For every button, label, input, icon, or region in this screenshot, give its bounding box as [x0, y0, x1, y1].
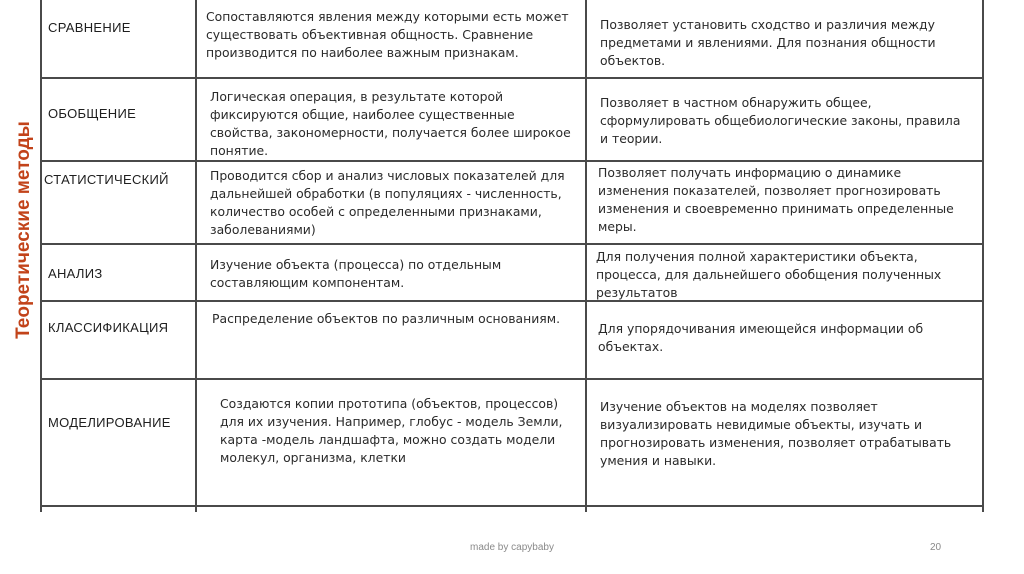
description-statistical: Проводится сбор и анализ числовых показателей для дальнейшей обработки (в популяциях - численность, количество особей с определенными признаками, заболеваниями)	[210, 168, 565, 237]
row-divider	[40, 77, 984, 79]
purpose-comparison: Позволяет установить сходство и различия между предметами и явлениями. Для познания общности объектов.	[600, 17, 936, 68]
row-divider	[40, 378, 984, 380]
purpose-generalization: Позволяет в частном обнаружить общее, сформулировать общебиологические законы, правила и теории.	[600, 95, 961, 146]
row-divider	[40, 505, 984, 507]
term-classification: КЛАССИФИКАЦИЯ	[48, 320, 169, 335]
row-divider	[40, 243, 984, 245]
page-number: 20	[930, 542, 942, 553]
term-statistical: СТАТИСТИЧЕСКИЙ	[44, 172, 169, 187]
description-generalization: Логическая операция, в результате которой фиксируются общие, наиболее существенные свойства, закономерности, получается более широкое понятие.	[210, 89, 571, 158]
term-generalization: ОБОБЩЕНИЕ	[48, 106, 137, 121]
term-comparison: СРАВНЕНИЕ	[48, 20, 131, 35]
purpose-classification: Для упорядочивания имеющейся информации об объектах.	[598, 321, 924, 354]
term-modeling: МОДЕЛИРОВАНИЕ	[48, 415, 171, 430]
side-title	[3, 90, 45, 370]
term-analysis: АНАЛИЗ	[48, 266, 103, 281]
description-analysis: Изучение объекта (процесса) по отдельным составляющим компонентам.	[210, 257, 502, 290]
description-comparison: Сопоставляются явления между которыми есть может существовать объективная общность. Сравнение производится по наиболее важным признакам.	[206, 9, 569, 60]
purpose-analysis: Для получения полной характеристики объекта, процесса, для дальнейшего обобщения полученных результатов	[596, 249, 942, 300]
description-modeling: Создаются копии прототипа (объектов, процессов) для их изучения. Например, глобус - модель Земли, карта -модель ландшафта, можно создать модели молекул, организма, клетки	[220, 396, 563, 465]
purpose-statistical: Позволяет получать информацию о динамике изменения показателей, позволяет прогнозировать изменения и своевременно принимать определенные меры.	[598, 165, 954, 234]
row-divider	[40, 160, 984, 162]
description-classification: Распределение объектов по различным основаниям.	[212, 311, 561, 326]
methods-table	[40, 0, 985, 512]
purpose-modeling: Изучение объектов на моделях позволяет визуализировать невидимые объекты, изучать и прогнозировать изменения, позволяет отрабатывать умения и навыки.	[600, 399, 952, 468]
side-title-text: Теоретические методы	[13, 121, 35, 339]
footer-credit: made by capybaby	[470, 542, 554, 553]
